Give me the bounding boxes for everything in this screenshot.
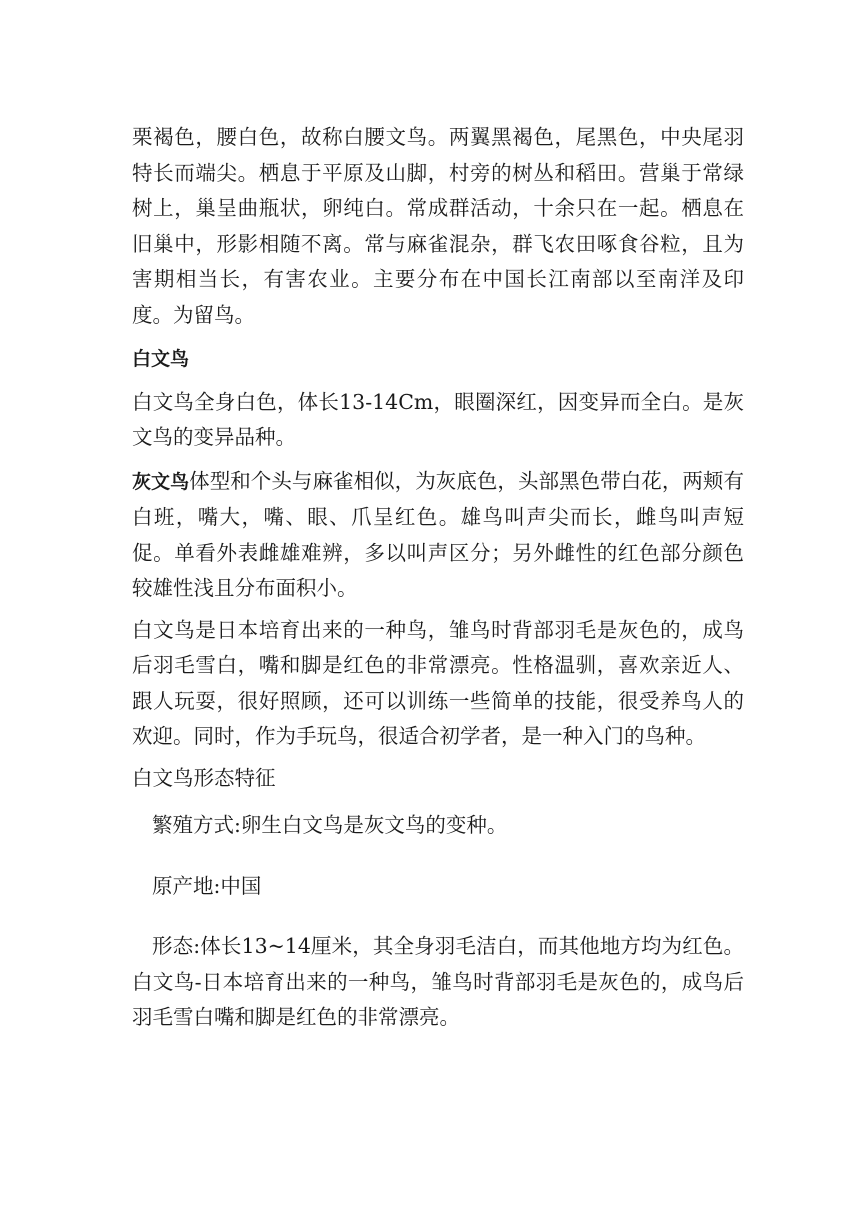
breeding-line: 繁殖方式:卵生白文鸟是灰文鸟的变种。 [152,813,508,837]
origin-place-line: 原产地:中国 [152,873,262,898]
grey-munia-paragraph [132,464,744,607]
section-heading-white-munia: 白文鸟 [132,348,190,370]
intro-paragraph: 栗褐色，腰白色，故称白腰文鸟。两翼黑褐色，尾黑色，中央尾羽特长而端尖。栖息于平原及山脚，村旁的树丛和稻田。营巢于常绿树上，巢呈曲瓶状，卵纯白。常成群活动，十余只在一起。栖息在旧巢中，形影相随不离。常与麻雀混杂，群飞农田啄食谷粒，且为害期相当长，有害农业。主要分布在中国长江南部以至南洋及印度。为留鸟。 [132,125,744,327]
morphology-paragraph: 形态:体长13~14厘米，其全身羽毛洁白，而其他地方均为红色。白文鸟-日本培育出来的一种鸟，雏鸟时背部羽毛是灰色的，成鸟后羽毛雪白嘴和脚是红色的非常漂亮。 [132,934,744,1029]
document-body [132,120,744,1036]
grey-munia-label: 灰文鸟 [132,470,190,493]
traits-subheading: 白文鸟形态特征 [132,765,276,790]
white-munia-paragraph: 白文鸟全身白色，体长13-14Cm，眼圈深红，因变异而全白。是灰文鸟的变异品种。 [132,389,744,449]
grey-munia-text: 体型和个头与麻雀相似，为灰底色，头部黑色带白花，两颊有白班，嘴大，嘴、眼、爪呈红色。雄鸟叫声尖而长，雌鸟叫声短促。单看外表雌雄难辨，多以叫声区分；另外雌性的红色部分颜色较雄性浅且分布面积小。 [132,468,744,600]
origin-paragraph: 白文鸟是日本培育出来的一种鸟，雏鸟时背部羽毛是灰色的，成鸟后羽毛雪白，嘴和脚是红色的非常漂亮。性格温驯，喜欢亲近人、跟人玩耍，很好照顾，还可以训练一些简单的技能，很受养鸟人的欢迎。同时，作为手玩鸟，很适合初学者，是一种入门的鸟种。 [132,617,744,748]
